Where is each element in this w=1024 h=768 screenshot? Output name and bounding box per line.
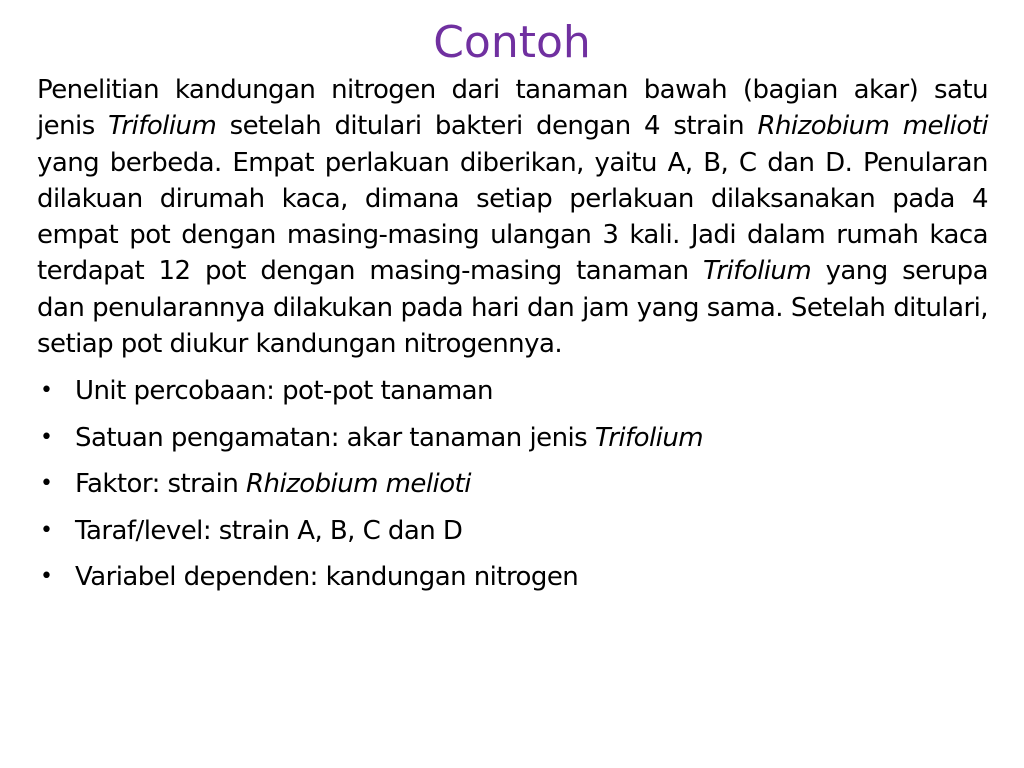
slide-title: Contoh xyxy=(433,17,591,68)
paragraph-italic-3: Trifolium xyxy=(703,256,812,287)
bullet-text: Taraf/level: strain A, B, C dan D xyxy=(75,515,463,546)
bullet-text: Variabel dependen: kandungan nitrogen xyxy=(75,562,579,593)
bullet-text: Unit percobaan: pot-pot tanaman xyxy=(75,376,493,407)
bullet-list xyxy=(37,368,988,601)
bullet-item xyxy=(37,368,988,415)
bullet-item xyxy=(37,554,988,601)
body-paragraph xyxy=(37,72,988,362)
bullet-item xyxy=(37,415,988,462)
bullet-item xyxy=(37,508,988,555)
bullet-dot-icon: • xyxy=(40,378,53,404)
paragraph-italic-1: Trifolium xyxy=(108,111,217,142)
bullet-dot-icon: • xyxy=(40,564,53,590)
paragraph-text-2: setelah ditulari bakteri dengan 4 strain xyxy=(216,111,758,142)
slide-content xyxy=(37,72,988,601)
bullet-text: Faktor: strain xyxy=(75,469,246,500)
bullet-italic: Trifolium xyxy=(594,422,704,453)
bullet-dot-icon: • xyxy=(40,424,53,450)
bullet-text: Satuan pengamatan: akar tanaman jenis xyxy=(75,422,595,453)
bullet-item xyxy=(37,461,988,508)
paragraph-text-3: yang berbeda. Empat perlakuan diberikan, yaitu A, B, C dan D. Penularan dilakuan dirumah kaca, dimana setiap perlakuan dilaksanakan pada 4 empat pot dengan masing-masing ulangan 3 kali. Jadi dalam rumah kaca terdapat 12 pot dengan masing-masing tanaman xyxy=(37,147,988,287)
bullet-italic: Rhizobium melioti xyxy=(246,469,471,500)
paragraph-text-1: Penelitian kandungan nitrogen dari tanaman bawah (bagian akar) satu jenis xyxy=(37,75,988,142)
bullet-dot-icon: • xyxy=(40,517,53,543)
paragraph-italic-2: Rhizobium melioti xyxy=(757,111,989,142)
bullet-dot-icon: • xyxy=(40,471,53,497)
paragraph-text-4: yang serupa dan penularannya dilakukan pada hari dan jam yang sama. Setelah ditulari, setiap pot diukur kandungan nitrogennya. xyxy=(37,256,988,360)
